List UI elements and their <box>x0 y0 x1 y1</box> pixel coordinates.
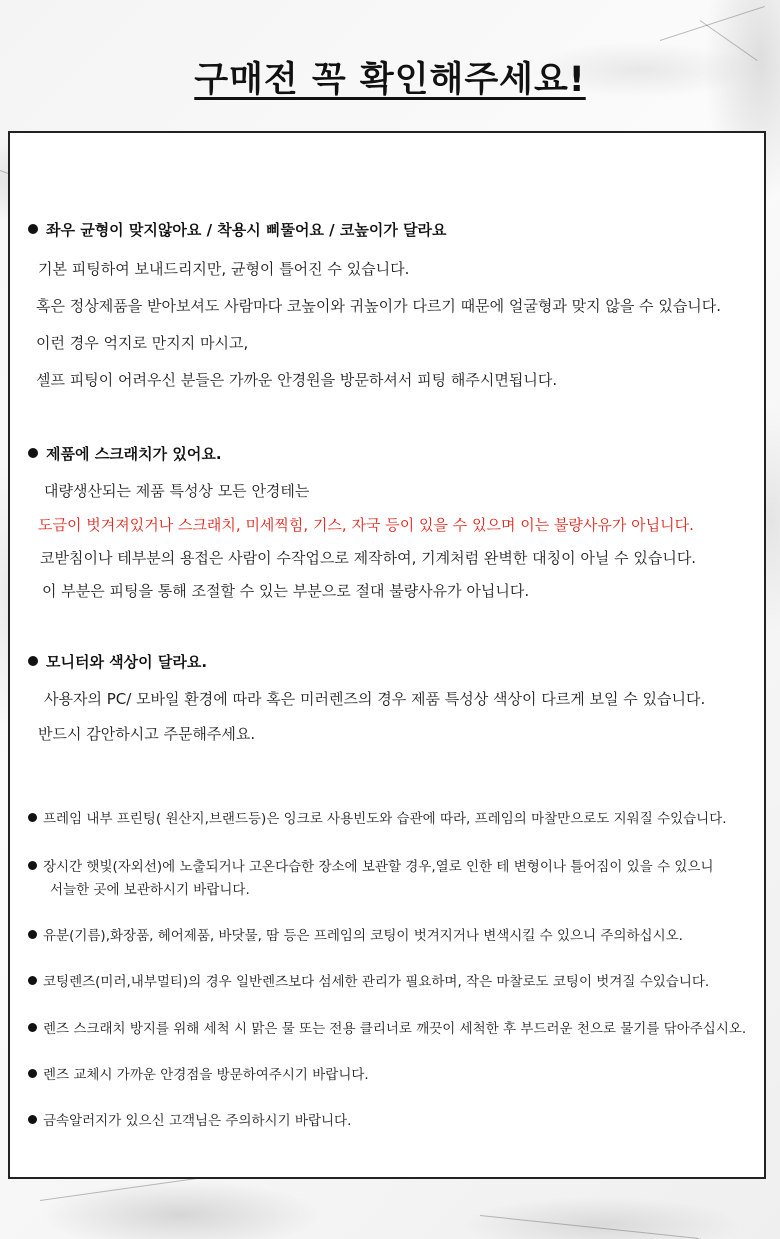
marble-vein <box>480 1215 699 1239</box>
bullet-icon <box>28 656 38 666</box>
section-heading-balance <box>28 219 447 240</box>
care-note <box>28 1063 369 1083</box>
page-title: 구매전 꼭 확인해주세요! <box>194 60 586 100</box>
section-line: 이 부분은 피팅을 통해 조절할 수 있는 부분으로 절대 불량사유가 아닙니다. <box>42 582 530 600</box>
section-line: 셀프 피팅이 어려우신 분들은 가까운 안경원을 방문하셔서 피팅 해주시면됩니다. <box>36 371 558 389</box>
section-heading-scratch <box>28 443 222 464</box>
care-note <box>28 807 727 827</box>
bullet-icon <box>28 224 38 234</box>
section-line: 코받침이나 테부분의 용접은 사람이 수작업으로 제작하여, 기계처럼 완벽한 대칭이 아닐 수 있습니다. <box>40 549 697 567</box>
care-note-text: 코팅렌즈(미러,내부멀티)의 경우 일반렌즈보다 섬세한 관리가 필요하며, 작은 마찰로도 코팅이 벗겨질 수있습니다. <box>43 974 710 990</box>
care-note-text: 렌즈 교체시 가까운 안경점을 방문하여주시기 바랍니다. <box>43 1067 369 1083</box>
care-note-text: 프레임 내부 프린팅( 원산지,브랜드등)은 잉크로 사용빈도와 습관에 따라, 프레임의 마찰만으로도 지워질 수있습니다. <box>43 811 727 827</box>
care-note-continuation: 서늘한 곳에 보관하시기 바랍니다. <box>50 882 250 898</box>
section-line: 사용자의 PC/ 모바일 환경에 따라 혹은 미러렌즈의 경우 제품 특성상 색상이 다르게 보일 수 있습니다. <box>44 690 706 708</box>
section-heading-text: 모니터와 색상이 달라요. <box>46 653 208 671</box>
care-note-text: 렌즈 스크래치 방지를 위해 세척 시 맑은 물 또는 전용 클리너로 깨끗이 세척한 후 부드러운 천으로 물기를 닦아주십시오. <box>43 1021 747 1037</box>
section-heading-text: 좌우 균형이 맞지않아요 / 착용시 삐뚤어요 / 코높이가 달라요 <box>46 221 447 239</box>
care-note <box>28 970 709 990</box>
care-note <box>28 924 683 944</box>
title-area <box>0 52 780 102</box>
care-note <box>28 1017 746 1037</box>
care-note <box>28 1109 351 1129</box>
bullet-icon <box>28 1069 37 1078</box>
section-heading-text: 제품에 스크래치가 있어요. <box>46 445 222 463</box>
bullet-icon <box>28 1115 37 1124</box>
care-note-text: 유분(기름),화장품, 헤어제품, 바닷물, 땀 등은 프레임의 코팅이 벗겨지거나 변색시킬 수 있으니 주의하십시오. <box>43 928 683 944</box>
care-note <box>28 855 714 875</box>
section-heading-color <box>28 651 207 672</box>
section-line: 기본 피팅하여 보내드리지만, 균형이 틀어진 수 있습니다. <box>38 260 410 278</box>
bullet-icon <box>28 1023 37 1032</box>
section-line: 대량생산되는 제품 특성상 모든 안경테는 <box>44 482 310 500</box>
section-line: 반드시 감안하시고 주문해주세요. <box>38 725 256 743</box>
warning-line: 도금이 벗겨져있거나 스크래치, 미세찍힘, 기스, 자국 등이 있을 수 있으며 이는 불량사유가 아닙니다. <box>38 516 694 534</box>
bullet-icon <box>28 813 37 822</box>
bullet-icon <box>28 976 37 985</box>
bullet-icon <box>28 448 38 458</box>
section-line: 혹은 정상제품을 받아보셔도 사람마다 코높이와 귀높이가 다르기 때문에 얼굴형과 맞지 않을 수 있습니다. <box>36 297 722 315</box>
bullet-icon <box>28 861 37 870</box>
bullet-icon <box>28 930 37 939</box>
marble-vein <box>660 6 765 41</box>
care-note-text: 장시간 햇빛(자외선)에 노출되거나 고온다습한 장소에 보관할 경우,열로 인한 테 변형이나 틀어짐이 있을 수 있으니 <box>43 859 714 875</box>
section-line: 이런 경우 억지로 만지지 마시고, <box>36 334 249 352</box>
care-note-text: 금속알러지가 있으신 고객님은 주의하시기 바랍니다. <box>43 1113 352 1129</box>
notice-panel <box>8 131 766 1179</box>
